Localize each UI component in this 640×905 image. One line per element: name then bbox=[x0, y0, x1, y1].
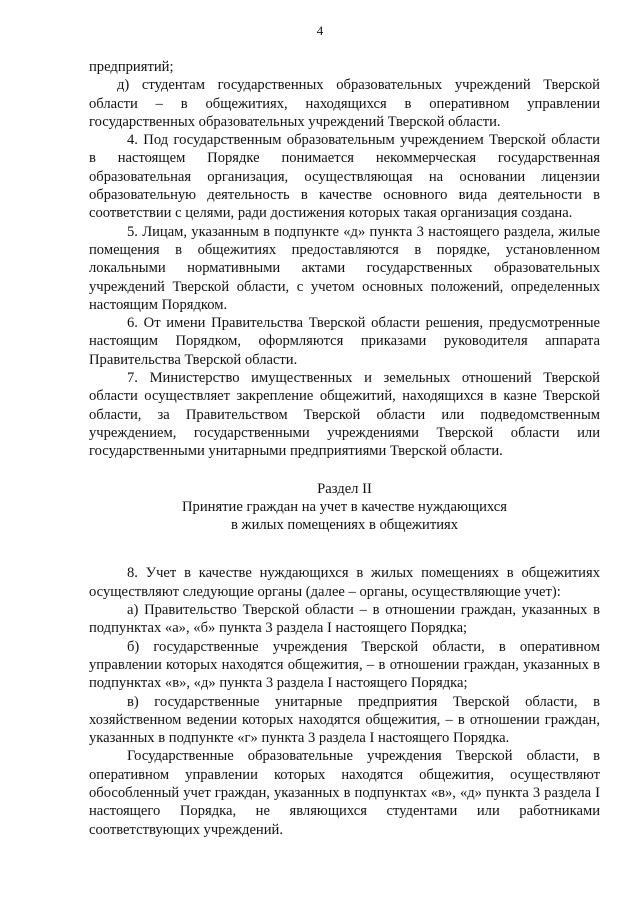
paragraph-final: Государственные образовательные учреждения Тверской области, в оперативном управлении которых находятся общежития, осуществляют обособленный учет граждан, указанных в подпунктах «в», «д» пункта 3 раздела I настоящего Порядка, не являющихся студентами или работниками соответствующих учреждений. bbox=[89, 748, 600, 838]
section-title-line-1: Принятие граждан на учет в качестве нуждающихся bbox=[182, 498, 507, 515]
paragraph-4: 4. Под государственным образовательным учреждением Тверской области в настоящем Порядке понимается некоммерческая государственная образовательная организация, осуществляющая на основании лицензии образовательную деятельность в качестве основного вида деятельности в соответствии с целями, ради достижения которых такая организация создана. bbox=[89, 132, 600, 222]
paragraph-6: 6. От имени Правительства Тверской области решения, предусмотренные настоящим Порядком, оформляются приказами руководителя аппарата Правительства Тверской области. bbox=[89, 315, 600, 368]
paragraph-7: 7. Министерство имущественных и земельных отношений Тверской области осуществляет закрепление общежитий, находящихся в казне Тверской области, за Правительством Тверской области или подведомственным учреждением, государственными учреждениями Тверской области или государственными унитарными предприятиями Тверской области. bbox=[89, 370, 600, 460]
document-body bbox=[89, 58, 600, 839]
paragraph-continuation: предприятий; bbox=[89, 59, 174, 75]
paragraph-subitem-b: б) государственные учреждения Тверской области, в оперативном управлении которых находятся общежития, – в отношении граждан, указанных в подпунктах «в», «д» пункта 3 раздела I настоящего Порядка; bbox=[89, 638, 600, 692]
paragraph-subitem-a: а) Правительство Тверской области – в отношении граждан, указанных в подпунктах «а», «б» пункта 3 раздела I настоящего Порядка; bbox=[89, 602, 600, 637]
paragraph-subitem-d: д) студентам государственных образовательных учреждений Тверской области – в общежитиях, находящихся в оперативном управлении государственных образовательных учреждений Тверской области. bbox=[89, 77, 600, 130]
page-number: 4 bbox=[316, 23, 324, 38]
section-title-line-2: в жилых помещениях в общежитиях bbox=[230, 517, 459, 534]
paragraph-8: 8. Учет в качестве нуждающихся в жилых помещениях в общежитиях осуществляют следующие органы (далее – органы, осуществляющие учет): bbox=[89, 565, 600, 600]
paragraph-5: 5. Лицам, указанным в подпункте «д» пункта 3 настоящего раздела, жилые помещения в общежитиях предоставляются в порядке, установленном локальными нормативными актами государственных образовательных учреждений Тверской области, с учетом основных положений, определенных настоящим Порядком. bbox=[89, 223, 600, 313]
section-spacer bbox=[89, 534, 600, 564]
paragraph-subitem-v: в) государственные унитарные предприятия Тверской области, в хозяйственном ведении которых находятся общежития, – в отношении граждан, указанных в подпункте «г» пункта 3 раздела I настоящего Порядка. bbox=[89, 693, 600, 747]
section-number: Раздел II bbox=[317, 480, 372, 497]
